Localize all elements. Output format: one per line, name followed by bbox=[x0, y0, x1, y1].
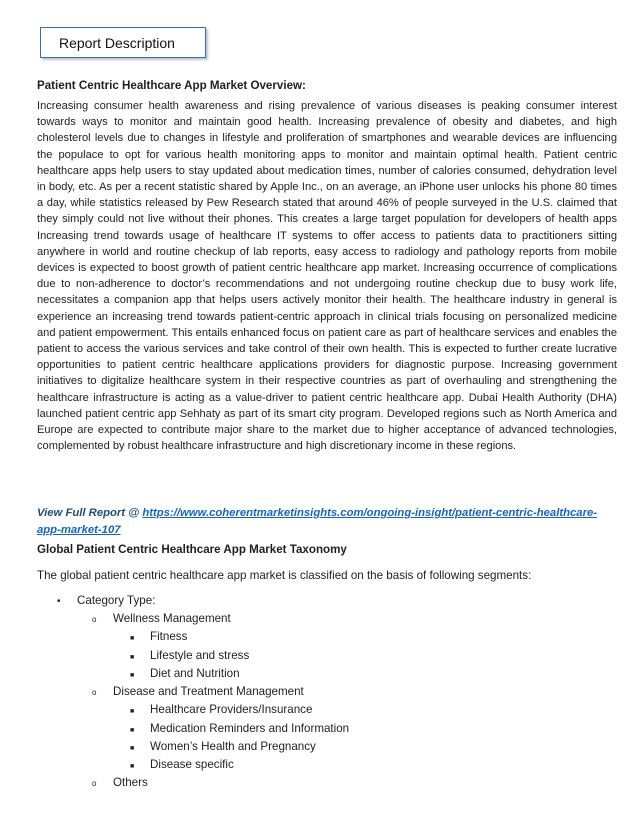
circle-bullet-icon bbox=[92, 615, 113, 624]
square-bullet-icon bbox=[130, 763, 150, 770]
square-bullet-icon bbox=[130, 727, 150, 734]
report-link[interactable]: https://www.coherentmarketinsights.com/ongoing-insight/patient-centric-healthcare-app-market-107 bbox=[37, 507, 598, 536]
list-item bbox=[130, 758, 234, 771]
list-item-group bbox=[92, 776, 148, 789]
item-label: Women’s Health and Pregnancy bbox=[150, 740, 316, 753]
square-bullet-icon bbox=[130, 672, 150, 679]
report-description-label: Report Description bbox=[59, 35, 175, 51]
list-item-group bbox=[92, 685, 304, 698]
square-bullet-icon bbox=[130, 654, 150, 661]
square-bullet-icon bbox=[130, 635, 150, 642]
taxonomy-intro: The global patient centric healthcare app market is classified on the basis of following segments: bbox=[37, 569, 532, 582]
list-item-category bbox=[57, 594, 155, 607]
item-label: Medication Reminders and Information bbox=[150, 722, 350, 735]
list-item bbox=[130, 630, 187, 643]
list-item bbox=[130, 703, 312, 716]
list-item bbox=[130, 722, 349, 735]
item-label: Disease specific bbox=[150, 758, 234, 771]
list-item bbox=[130, 667, 240, 680]
group-label: Others bbox=[113, 776, 148, 789]
category-label: Category Type: bbox=[77, 594, 156, 607]
square-bullet-icon bbox=[130, 745, 150, 752]
item-label: Diet and Nutrition bbox=[150, 667, 240, 680]
item-label: Fitness bbox=[150, 630, 188, 643]
item-label: Lifestyle and stress bbox=[150, 649, 250, 662]
group-label: Wellness Management bbox=[113, 612, 231, 625]
list-item-group bbox=[92, 612, 231, 625]
circle-bullet-icon bbox=[92, 779, 113, 788]
group-label: Disease and Treatment Management bbox=[113, 685, 304, 698]
list-item bbox=[130, 740, 316, 753]
item-label: Healthcare Providers/Insurance bbox=[150, 703, 313, 716]
taxonomy-title: Global Patient Centric Healthcare App Market Taxonomy bbox=[37, 543, 347, 556]
overview-title: Patient Centric Healthcare App Market Overview: bbox=[37, 79, 306, 92]
view-full-report bbox=[37, 505, 617, 538]
overview-body: Increasing consumer health awareness and rising prevalence of various diseases is peaking consumer interest towards ways to monitor and maintain good health. Increasing prevalence of obesity and diabetes, and high cholesterol levels due to changes in lifestyle and proliferation of smartphones and wearable devices are influencing the populace to opt for various health monitoring apps to monitor and maintain optimal health. Patient centric healthcare apps help users to stay updated about medication times, number of calories consumed, dehydration level in body, etc. As per a recent statistic shared by Apple Inc., on an average, an iPhone user unlocks his phone 80 times a day, while statistics released by Pew Research stated that around 46% of people surveyed in the U.S. claimed that they simply could not live without their phones. This creates a large target population for developers of health apps Increasing trend towards usage of healthcare IT systems to offer access to patients data to practitioners sitting anywhere in world and routine checkup of lab reports, easy access to radiology and pathology reports from mobile devices is expected to boost growth of patient centric healthcare app market. Increasing occurrence of complications due to non-adherence to doctor’s recommendations and not undergoing routine checkup due to busy work life, necessitates a companion app that helps users actively monitor their health. The healthcare industry in general is experience an increasing trend towards patient-centric approach in clinical trials focusing on personalized medicine and patient empowerment. This entails enhanced focus on patient care as part of healthcare services and enables the patient to access the various services and take control of their own health. This is expected to further create lucrative opportunities to patient centric healthcare applications providers for diagnostic purpose. Increasing government initiatives to digitalize healthcare system in their respective countries as part of overhauling and strengthening the healthcare infrastructure is acting as a value-driver to patient centric healthcare app. Dubai Health Authority (DHA) launched patient centric app Sehhaty as part of its smart city program. Developed regions such as North America and Europe are expected to contribute major share to the market due to higher acceptance of advanced technologies, complemented by robust healthcare infrastructure and high discretionary income in these regions. bbox=[37, 100, 617, 453]
view-full-prefix: View Full Report @ bbox=[37, 507, 143, 519]
list-item bbox=[130, 649, 249, 662]
square-bullet-icon bbox=[130, 708, 150, 715]
bullet-icon bbox=[57, 596, 77, 607]
report-description-box bbox=[40, 27, 206, 58]
circle-bullet-icon bbox=[92, 688, 113, 697]
